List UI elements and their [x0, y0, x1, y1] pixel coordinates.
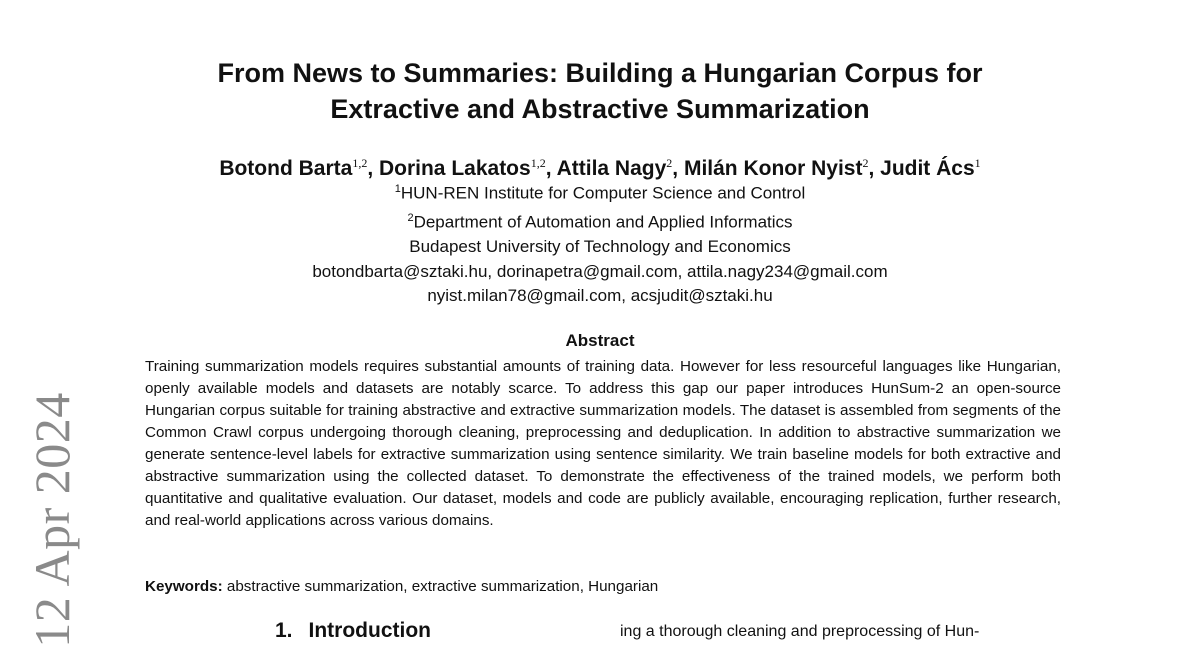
- author-emails-line-2: nyist.milan78@gmail.com, acsjudit@sztaki.hu: [427, 286, 773, 306]
- author-affil-sup: 2: [666, 156, 673, 170]
- affiliation-sup: 2: [407, 212, 414, 225]
- affiliation-text: HUN-REN Institute for Computer Science and Control: [400, 183, 806, 203]
- author-name: Judit Ács: [880, 157, 975, 180]
- affiliations: [0, 177, 1200, 309]
- affiliation-2: [0, 206, 1200, 235]
- affiliation-3: Budapest University of Technology and Economics: [409, 237, 791, 257]
- keywords-label: Keywords:: [145, 578, 223, 595]
- section-heading-introduction: [275, 619, 431, 643]
- author-affil-sup: 1,2: [352, 156, 368, 170]
- abstract-body: Training summarization models requires substantial amounts of training data. However for less resourceful languages like Hungarian, openly available models and datasets are notably scarce. To address this gap our paper introduces HunSum-2 an open-source Hungarian corpus suitable for training abstractive and extractive summarization models. The dataset is assembled from segments of the Common Crawl corpus undergoing thorough cleaning, preprocessing and deduplication. In addition to abstractive summarization we generate sentence-level labels for extractive summarization using sentence similarity. We train baseline models for both extractive and abstractive summarization using the collected dataset. To demonstrate the effectiveness of the trained models, we perform both quantitative and qualitative evaluation. Our dataset, models and code are publicly available, encouraging replication, further research, and real-world applications across various domains.: [145, 358, 1061, 529]
- title-line-2: Extractive and Abstractive Summarization: [330, 94, 870, 124]
- abstract-heading: Abstract: [565, 331, 635, 350]
- author-name: Attila Nagy: [556, 157, 667, 180]
- author-name: Botond Barta: [219, 157, 353, 180]
- author-name: Milán Konor Nyist: [683, 157, 863, 180]
- section-number: 1.: [275, 619, 293, 642]
- section-title: Introduction: [308, 619, 431, 642]
- title-line-1: From News to Summaries: Building a Hungarian Corpus for: [217, 58, 983, 88]
- author-affil-sup: 1,2: [530, 156, 546, 170]
- author-affil-sup: 2: [862, 156, 869, 170]
- affiliation-1: [0, 177, 1200, 206]
- author-list: Botond Barta$^{1,2}$, Dorina Lakatos$^{1,2}$, Attila Nagy$^2$, Milán Konor Nyist$^2$, Judit Ács$^1$: [219, 156, 981, 180]
- author-affil-sup: 1: [974, 156, 981, 170]
- arxiv-date-watermark: 12 Apr 2024: [24, 392, 80, 648]
- author-emails-line-1: botondbarta@sztaki.hu, dorinapetra@gmail.com, attila.nagy234@gmail.com: [312, 261, 888, 281]
- author-name: Dorina Lakatos: [378, 157, 531, 180]
- keywords-text: abstractive summarization, extractive summarization, Hungarian: [226, 578, 659, 595]
- affiliation-sup: 1: [394, 183, 401, 195]
- right-column-text: ing a thorough cleaning and preprocessing of Hun-: [620, 623, 980, 640]
- paper-title: [0, 55, 1200, 127]
- affiliation-text: Department of Automation and Applied Informatics: [413, 212, 793, 232]
- keywords: [145, 578, 658, 595]
